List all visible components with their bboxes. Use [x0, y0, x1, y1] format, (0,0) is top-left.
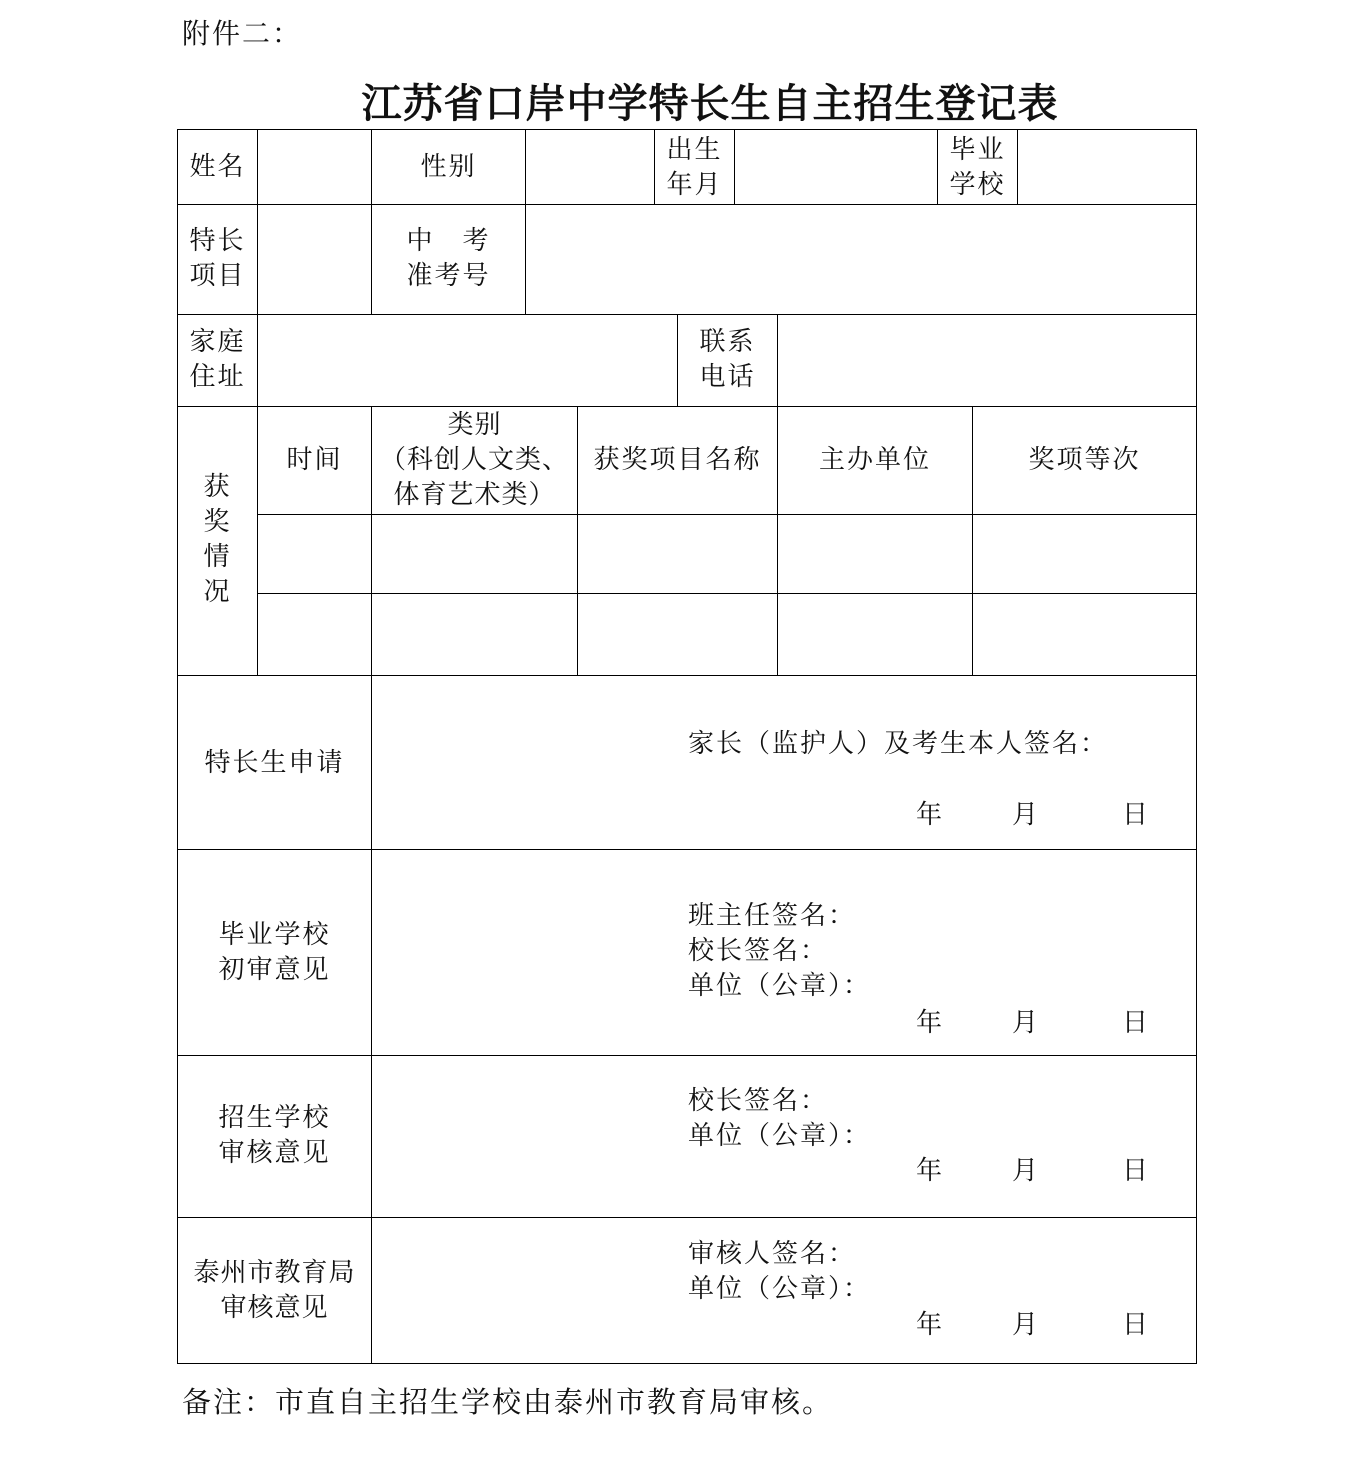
specialty-field[interactable] [258, 205, 371, 314]
exam-number-field[interactable] [526, 205, 1196, 314]
admit-review-label: 招生学校 审核意见 [218, 1103, 331, 1168]
date-month: 月 [1012, 1008, 1041, 1038]
specialty-label: 特长 项目 [189, 226, 246, 291]
award-category-cell[interactable] [372, 594, 577, 675]
gender-field[interactable] [526, 130, 654, 204]
gender-label: 性别 [420, 152, 477, 182]
date-day: 日 [1122, 1008, 1151, 1038]
address-field[interactable] [258, 315, 677, 406]
date-month: 月 [1012, 800, 1041, 830]
award-time-cell[interactable] [258, 515, 371, 593]
reviewer-signature-label: 审核人签名： [688, 1239, 857, 1269]
awards-label: 获 奖 情 况 [203, 472, 232, 607]
award-category-cell[interactable] [372, 515, 577, 593]
award-category-header: 类别 （科创人文类、 体育艺术类） [379, 410, 569, 510]
exam-number-label: 中 考 准考号 [406, 226, 491, 291]
award-level-cell[interactable] [973, 515, 1196, 593]
date-day: 日 [1122, 1310, 1151, 1340]
date-day: 日 [1122, 800, 1151, 830]
date-day: 日 [1122, 1156, 1151, 1186]
award-level-cell[interactable] [973, 594, 1196, 675]
date-year: 年 [916, 1310, 945, 1340]
unit-seal-label: 单位（公章）： [688, 1121, 872, 1151]
footer-note: 备注：市直自主招生学校由泰州市教育局审核。 [182, 1385, 834, 1419]
guardian-signature-label: 家长（监护人）及考生本人签名： [688, 729, 1109, 759]
application-field[interactable] [372, 676, 1196, 849]
award-organizer-header: 主办单位 [818, 445, 931, 475]
birth-field[interactable] [735, 130, 937, 204]
award-organizer-cell[interactable] [778, 515, 972, 593]
birth-label: 出生 年月 [666, 135, 723, 200]
phone-field[interactable] [778, 315, 1196, 406]
award-organizer-cell[interactable] [778, 594, 972, 675]
principal-signature-label: 校长签名： [688, 1086, 829, 1116]
bureau-review-label: 泰州市教育局 审核意见 [193, 1258, 356, 1323]
date-year: 年 [916, 1008, 945, 1038]
date-month: 月 [1012, 1310, 1041, 1340]
attachment-label: 附件二： [182, 17, 303, 50]
award-name-header: 获奖项目名称 [593, 445, 762, 475]
grad-review-label: 毕业学校 初审意见 [218, 920, 331, 985]
date-year: 年 [916, 800, 945, 830]
unit-seal-label: 单位（公章）： [688, 971, 872, 1001]
date-month: 月 [1012, 1156, 1041, 1186]
grad-school-label: 毕业 学校 [949, 135, 1006, 200]
unit-seal-label: 单位（公章）： [688, 1274, 872, 1304]
principal-signature-label: 校长签名： [688, 936, 829, 966]
date-year: 年 [916, 1156, 945, 1186]
award-level-header: 奖项等次 [1028, 445, 1141, 475]
name-label: 姓名 [189, 152, 246, 182]
form-title: 江苏省口岸中学特长生自主招生登记表 [361, 81, 1059, 127]
head-teacher-signature-label: 班主任签名： [688, 901, 857, 931]
address-label: 家庭 住址 [189, 327, 246, 392]
grad-school-field[interactable] [1018, 130, 1196, 204]
award-time-header: 时间 [286, 445, 343, 475]
award-name-cell[interactable] [578, 594, 777, 675]
award-name-cell[interactable] [578, 515, 777, 593]
application-label: 特长生申请 [204, 748, 345, 778]
award-time-cell[interactable] [258, 594, 371, 675]
name-field[interactable] [258, 130, 371, 204]
phone-label: 联系 电话 [699, 327, 756, 392]
